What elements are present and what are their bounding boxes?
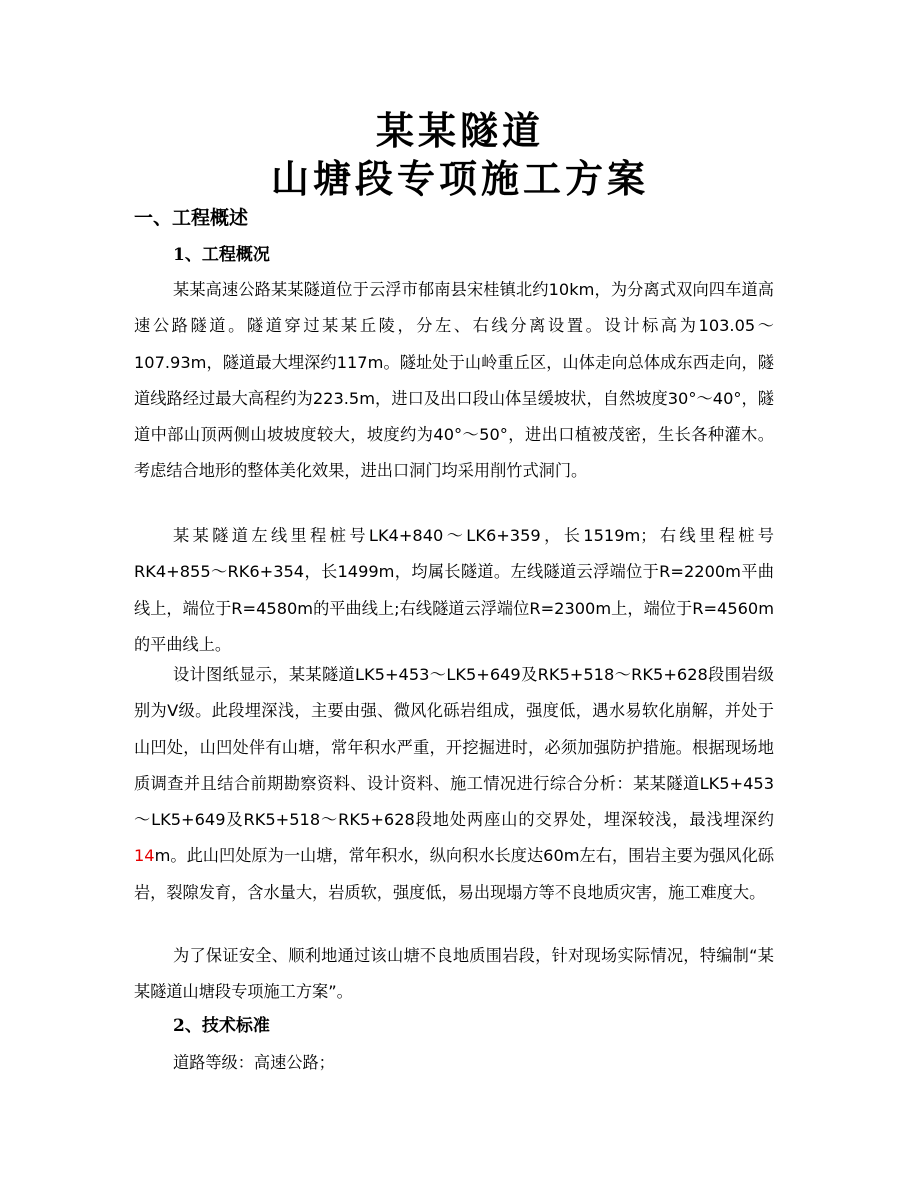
- section-heading-overview: 一、工程概述: [134, 207, 249, 229]
- paragraph-mileage: 某某隧道左线里程桩号LK4+840～LK6+359，长1519m；右线里程桩号RK4+855～RK6+354，长1499m，均属长隧道。左线隧道云浮端位于R=2200m平曲线上，端位于R=4580m的平曲线上;右线隧道云浮端位R=2300m上，端位于R=4560m的平曲线上。: [134, 526, 774, 654]
- paragraph-purpose: 为了保证安全、顺利地通过该山塘不良地质围岩段，针对现场实际情况，特编制“某某隧道山塘段专项施工方案”。: [134, 946, 774, 1002]
- geology-text-before: 设计图纸显示，某某隧道LK5+453～LK5+649及RK5+518～RK5+628段围岩级别为Ⅴ级。此段埋深浅，主要由强、微风化砾岩组成，强度低，遇水易软化崩解，并处于山凹处，山凹处伴有山塘，常年积水严重，开挖掘进时，必须加强防护措施。根据现场地质调查并且结合前期勘察资料、设计资料、施工情况进行综合分析：某某隧道LK5+453～LK5+649及RK5+518～RK5+628段地处两座山的交界处，埋深较浅，最浅埋深约: [134, 665, 774, 830]
- document-title-line1: 某某隧道: [375, 108, 544, 153]
- document-title-line2: 山塘段专项施工方案: [270, 156, 649, 201]
- paragraph-geology: [134, 657, 774, 911]
- standard-item-road-grade: 道路等级：高速公路；: [173, 1053, 335, 1072]
- subsection-heading-project-overview: 1、工程概况: [173, 245, 270, 265]
- geology-text-after: m。此山凹处原为一山塘，常年积水，纵向积水长度达60m左右，围岩主要为强风化砾岩，裂隙发育，含水量大，岩质软，强度低，易出现塌方等不良地质灾害，施工难度大。: [134, 846, 774, 902]
- subsection-heading-technical-standards: 2、技术标准: [173, 1016, 270, 1036]
- shallow-depth-value: 14: [134, 846, 155, 866]
- paragraph-project-location: 某某高速公路某某隧道位于云浮市郁南县宋桂镇北约10km，为分离式双向四车道高速公路隧道。隧道穿过某某丘陵，分左、右线分离设置。设计标高为103.05～107.93m，隧道最大埋深约117m。隧址处于山岭重丘区，山体走向总体成东西走向，隧道线路经过最大高程约为223.5m，进口及出口段山体呈缓坡状，自然坡度30°～40°，隧道中部山顶两侧山坡坡度较大，坡度约为40°～50°，进出口植被茂密，生长各种灌木。考虑结合地形的整体美化效果，进出口洞门均采用削竹式洞门。: [134, 280, 774, 481]
